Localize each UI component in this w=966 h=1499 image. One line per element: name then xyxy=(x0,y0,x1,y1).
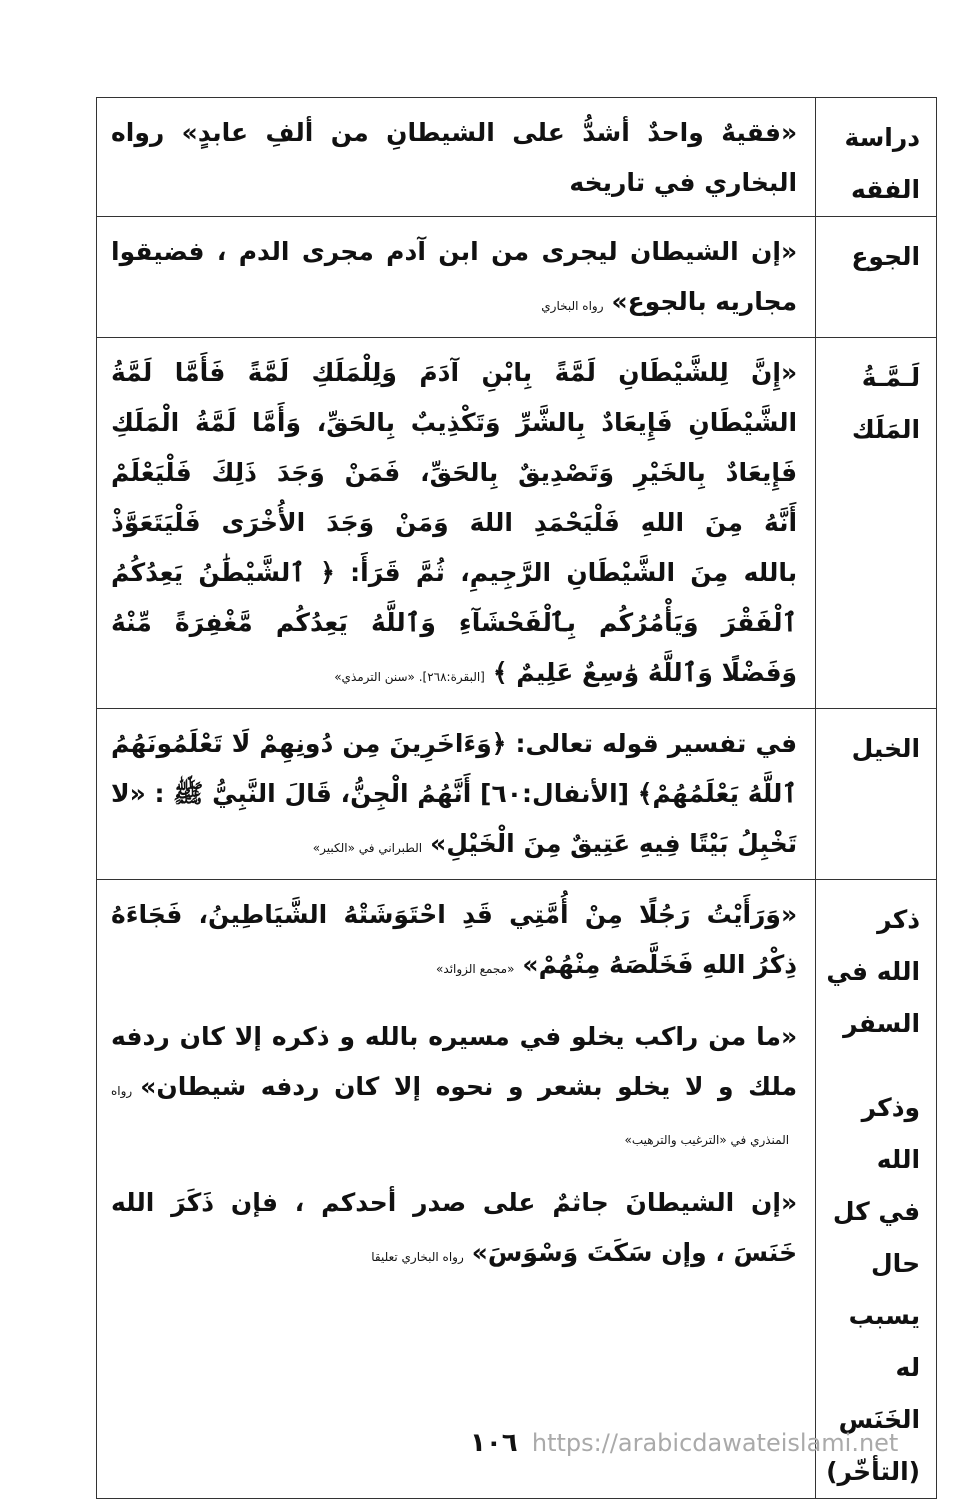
topic-label-line: الجوع xyxy=(851,242,921,271)
text-line xyxy=(111,1116,797,1160)
topic-label-line: دراسة الفقه xyxy=(844,123,921,204)
citation: الطبراني في «الكبير» xyxy=(312,841,423,855)
topic-label xyxy=(816,217,937,338)
text-line xyxy=(111,1178,797,1228)
text-line xyxy=(111,158,797,208)
text-line xyxy=(111,940,797,994)
page-number: ١٠٦ xyxy=(470,1428,518,1458)
quote-text: «ما من راكب يخلو في مسيره بالله و ذكره إلا كان ردفه xyxy=(111,1022,798,1051)
topic-label-line: لَـمَّـةُ المَلَك xyxy=(851,363,921,444)
hadith-content xyxy=(97,880,816,1499)
quote-text: مجاريه بالجوع» xyxy=(611,287,798,316)
quote-text: بالله مِنَ الشَّيْطَانِ الرَّجِيمِ، ثُمَّ قَرَأَ: ﴿ ٱلشَّيْطَٰنُ يَعِدُكُمُ xyxy=(111,558,798,587)
text-line xyxy=(111,819,797,873)
quote-text: «إِنَّ لِلشَّيْطَانِ لَمَّةً بِابْنِ آدَمَ وَلِلْمَلَكِ لَمَّةً فَأَمَّا لَمَّةُ xyxy=(111,358,798,387)
hadith-content xyxy=(97,338,816,709)
page-footer xyxy=(470,1428,898,1458)
quote-text: فَإِيعَادٌ بِالخَيْرِ وَتَصْدِيقٌ بِالحَقِّ، فَمَنْ وَجَدَ ذَلِكَ فَلْيَعْلَمْ xyxy=(111,458,798,487)
topic-label-line: الخَنَس xyxy=(838,1405,921,1434)
citation: المنذري في «الترغيب والترهيب» xyxy=(624,1133,790,1147)
topic-label xyxy=(816,880,937,1499)
quote-text: «وَرَأَيْتُ رَجُلًا مِنْ أُمَّتِي قَدِ احْتَوَشَتْهُ الشَّيَاطِينُ، فَجَاءَهُ xyxy=(111,900,798,929)
topic-label-line: وذكر الله xyxy=(861,1093,921,1174)
text-line xyxy=(111,108,797,158)
text-line xyxy=(111,719,797,769)
watermark-url: https://arabicdawateislami.net xyxy=(531,1429,899,1457)
text-line xyxy=(111,348,797,398)
quote-text: «إن الشيطان ليجرى من ابن آدم مجرى الدم ، فضيقوا xyxy=(111,237,798,266)
table-row xyxy=(97,338,937,709)
quote-text: «إن الشيطانَ جاثمٌ على صدر أحدكم ، فإن ذَكَرَ الله xyxy=(111,1188,798,1217)
quote-text: الشَّيْطَانِ فَإِيعَادٌ بِالشَّرِّ وَتَكْذِيبٌ بِالحَقِّ، وَأَمَّا لَمَّةُ الْمَلَكِ xyxy=(111,408,798,437)
table-row xyxy=(97,98,937,217)
text-line xyxy=(111,1228,797,1282)
topic-label-line: الخيل xyxy=(851,734,921,763)
text-line xyxy=(111,398,797,448)
topic-label-line: السفر xyxy=(843,1009,921,1038)
text-line xyxy=(111,277,797,331)
topic-label-line: في كل حال xyxy=(832,1197,921,1278)
quote-text: «فقيهٌ واحدٌ أشدُّ على الشيطانِ من ألفِ عابدٍ» رواه xyxy=(111,118,798,147)
quote-text: ٱلْفَقْرَ وَيَأْمُرُكُم بِٱلْفَحْشَآءِ وَٱللَّهُ يَعِدُكُم مَّغْفِرَةً مِّنْهُ xyxy=(111,608,798,637)
quote-text: خَنَسَ ، وإن سَكَتَ وَسْوَسَ» xyxy=(471,1238,798,1267)
spacer xyxy=(826,1050,920,1082)
citation: [البقرة:٢٦٨]. «سنن الترمذي» xyxy=(334,670,485,684)
citation: رواه xyxy=(111,1084,133,1098)
topic-label-line: ذكر الله في xyxy=(826,905,921,986)
topic-label xyxy=(816,98,937,217)
topic-label-line: يسبب له xyxy=(848,1301,921,1382)
text-line xyxy=(111,890,797,940)
topic-label-line: (التأخّر) xyxy=(826,1457,921,1486)
text-line xyxy=(111,548,797,598)
quote-text: ذِكْرُ اللهِ فَخَلَّصَهُ مِنْهُمْ» xyxy=(522,950,798,979)
quote-text: في تفسير قوله تعالى: ﴿وَءَاخَرِينَ مِن دُونِهِمْ لَا تَعْلَمُونَهُمُ xyxy=(111,729,798,758)
quote-text: البخاري في تاريخه xyxy=(569,168,798,197)
spacer xyxy=(111,994,797,1012)
quote-text: تَخْبِلُ بَيْتًا فِيهِ عَتِيقٌ مِنَ الْخَيْلِ» xyxy=(430,829,798,858)
text-line xyxy=(111,227,797,277)
quote-text: ملك و لا يخلو بشعر و نحوه إلا كان ردفه شيطان» xyxy=(140,1072,798,1101)
topic-label xyxy=(816,709,937,880)
content-table xyxy=(96,97,937,1499)
text-line xyxy=(111,498,797,548)
hadith-content xyxy=(97,217,816,338)
text-line xyxy=(111,648,797,702)
quote-text: وَفَضْلًا وَٱللَّهُ وَٰسِعٌ عَلِيمٌ ﴾ xyxy=(492,658,798,687)
text-line xyxy=(111,448,797,498)
table-row xyxy=(97,880,937,1499)
table-row xyxy=(97,709,937,880)
citation: «مجمع الزوائد» xyxy=(436,962,515,976)
table-row xyxy=(97,217,937,338)
hadith-content xyxy=(97,709,816,880)
text-line xyxy=(111,1012,797,1062)
text-line xyxy=(111,598,797,648)
citation: رواه البخاري xyxy=(541,299,604,313)
text-line xyxy=(111,769,797,819)
text-line xyxy=(111,1062,797,1116)
citation: رواه البخاري تعليقا xyxy=(371,1250,464,1264)
topic-label xyxy=(816,338,937,709)
quote-text: أَنَّهُ مِنَ اللهِ فَلْيَحْمَدِ اللهَ وَمَنْ وَجَدَ الأُخْرَى فَلْيَتَعَوَّذْ xyxy=(111,508,798,537)
quote-text: ٱللَّهُ يَعْلَمُهُمْ﴾ [الأنفال:٦٠] أَنَّهُمُ الْجِنُّ، قَالَ النَّبِيُّ ﷺ : «لا xyxy=(111,779,798,808)
hadith-content xyxy=(97,98,816,217)
spacer xyxy=(111,1160,797,1178)
